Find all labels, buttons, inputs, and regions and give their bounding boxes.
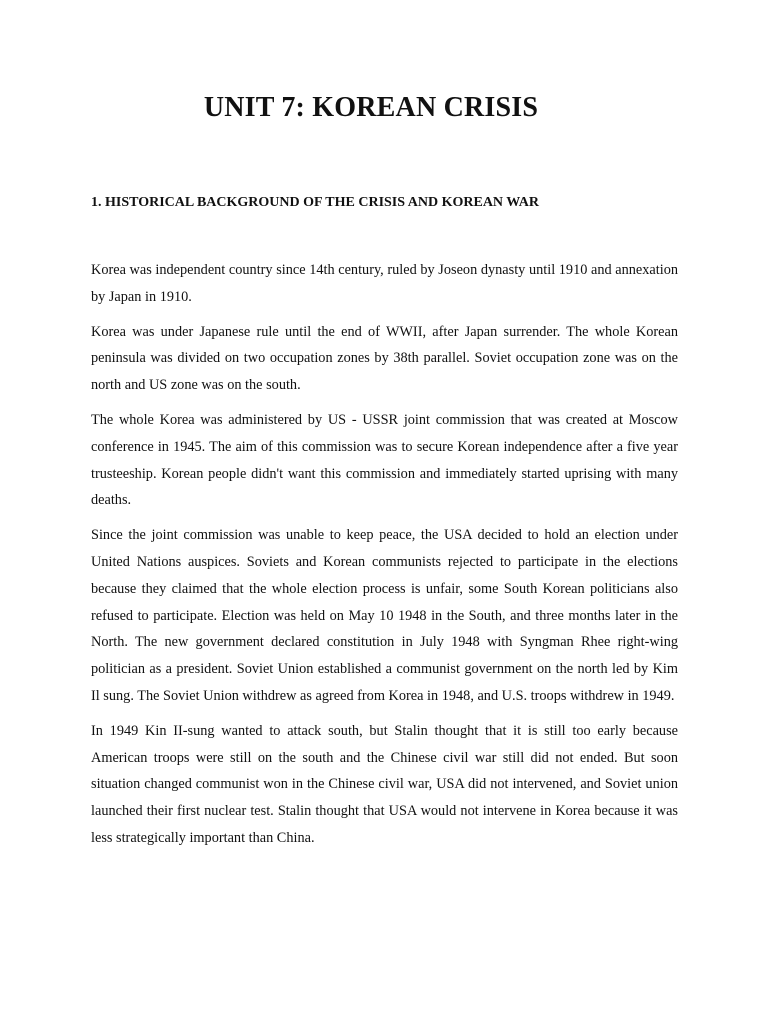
paragraph: Korea was independent country since 14th century, ruled by Joseon dynasty until 1910 and annexation by Japan in 1910. — [91, 262, 678, 305]
body-text — [91, 257, 678, 860]
paragraph: Since the joint commission was unable to keep peace, the USA decided to hold an election under United Nations auspices. Soviets and Korean communists rejected to participate in the elections because they claimed that the whole election process is unfair, some South Korean politicians also refused to participate. Election was held on May 10 1948 in the South, and three months later in the North. The new government declared constitution in July 1948 with Syngman Rhee right-wing politician as a president. Soviet Union established a communist government on the north led by Kim Il sung. The Soviet Union withdrew as agreed from Korea in 1948, and U.S. troops withdrew in 1949. — [91, 527, 678, 704]
page-title: UNIT 7: KOREAN CRISIS — [203, 92, 539, 123]
paragraph: Korea was under Japanese rule until the end of WWII, after Japan surrender. The whole Korean peninsula was divided on two occupation zones by 38th parallel. Soviet occupation zone was on the north and US zone was on the south. — [91, 323, 678, 394]
paragraph: The whole Korea was administered by US - USSR joint commission that was created at Moscow conference in 1945. The aim of this commission was to secure Korean independence after a five year trusteeship. Korean people didn't want this commission and immediately started uprising with many deaths. — [91, 411, 678, 509]
paragraph: In 1949 Kin II-sung wanted to attack south, but Stalin thought that it is still too early because American troops were still on the south and the Chinese civil war still did not ended. But soon situation changed communist won in the Chinese civil war, USA did not intervened, and Soviet union launched their first nuclear test. Stalin thought that USA would not intervene in Korea because it was less strategically important than China. — [91, 722, 678, 846]
section-heading: 1. HISTORICAL BACKGROUND OF THE CRISIS AND KOREAN WAR — [91, 195, 539, 210]
